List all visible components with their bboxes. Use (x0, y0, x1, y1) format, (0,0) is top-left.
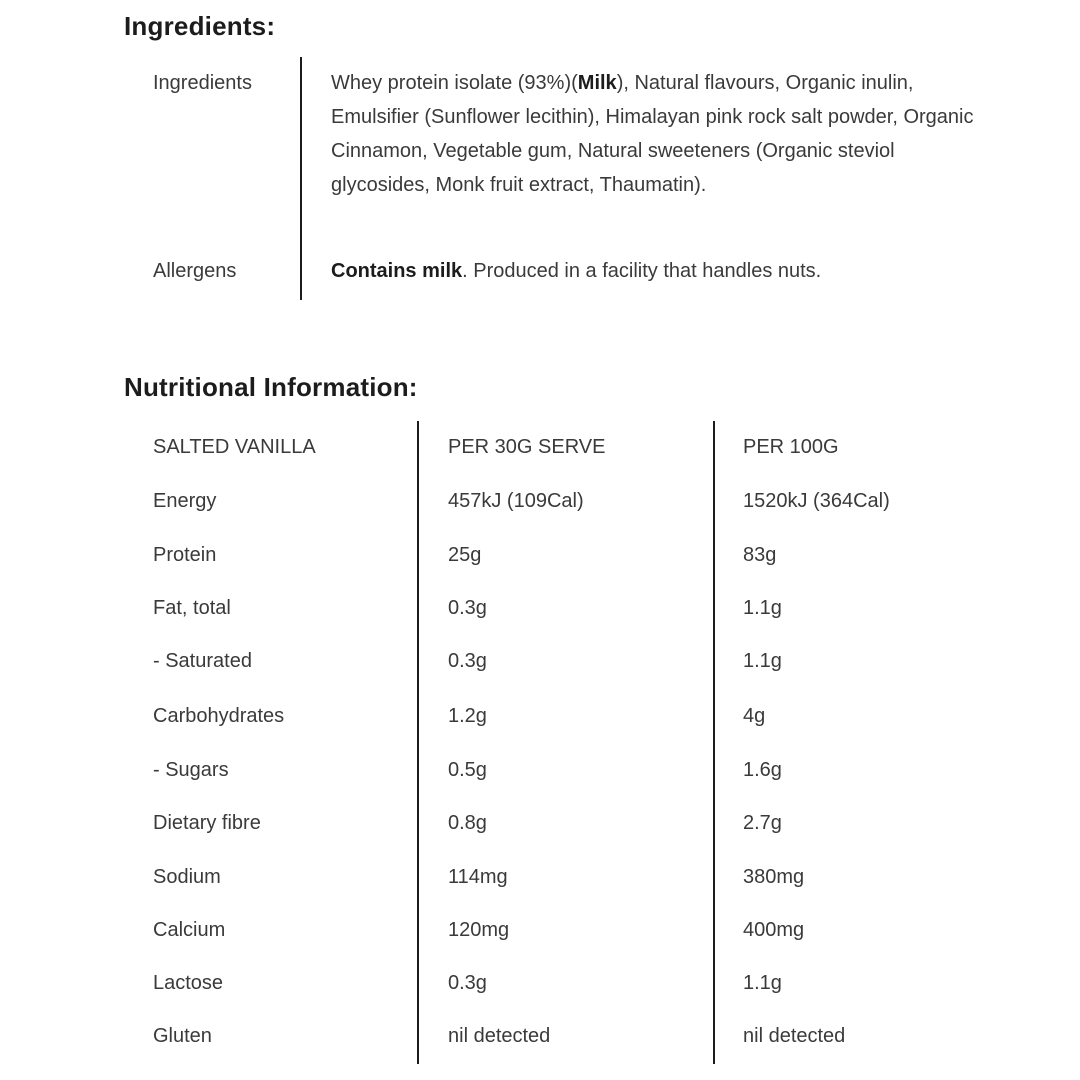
nutrition-row-carbohydrates (0, 701, 1080, 731)
ingredients-label: Ingredients (153, 72, 252, 94)
row-per-serve: 0.8g (448, 812, 487, 834)
nutrition-row-energy (0, 486, 1080, 516)
row-label: - Saturated (153, 650, 252, 672)
row-per-100g: 380mg (743, 866, 805, 888)
row-label: Energy (153, 490, 217, 512)
row-label: Sodium (153, 866, 221, 888)
row-per-100g: 400mg (743, 919, 805, 941)
row-per-serve: 0.3g (448, 597, 487, 619)
row-per-serve: 0.3g (448, 972, 487, 994)
row-per-100g: 1.1g (743, 650, 782, 672)
nutrition-row-sugars (0, 755, 1080, 785)
nutrition-row-saturated (0, 646, 1080, 676)
ingredients-divider (300, 57, 302, 300)
row-label: Dietary fibre (153, 812, 261, 834)
row-label: Protein (153, 544, 217, 566)
header-per-serve: PER 30G SERVE (448, 436, 606, 458)
nutrition-row-dietary-fibre (0, 808, 1080, 838)
row-per-100g: nil detected (743, 1025, 846, 1047)
row-per-100g: 4g (743, 705, 766, 727)
row-per-serve: 457kJ (109Cal) (448, 490, 584, 512)
allergens-statement (331, 254, 981, 288)
row-per-serve: 0.5g (448, 759, 487, 781)
row-per-serve: nil detected (448, 1025, 551, 1047)
nutrition-row-fat-total (0, 593, 1080, 623)
row-per-100g: 1.1g (743, 972, 782, 994)
ingredients-text-part2: ), Natural flavours, Organic inulin, Emulsifier (Sunflower lecithin), Himalayan pink rock salt powder, Organic Cinnamon, Vegetable gum, Natural sweeteners (Organic steviol glycosides, Monk fruit extract, Thaumatin). (331, 72, 974, 196)
nutrition-row-protein (0, 540, 1080, 570)
row-label: - Sugars (153, 759, 229, 781)
row-label: Gluten (153, 1025, 212, 1047)
row-per-100g: 1520kJ (364Cal) (743, 490, 890, 512)
row-label: Carbohydrates (153, 705, 285, 727)
allergens-bold: Contains milk (331, 260, 463, 282)
header-per-100g: PER 100G (743, 436, 839, 458)
allergens-rest: . Produced in a facility that handles nuts. (462, 260, 822, 282)
nutrition-row-calcium (0, 915, 1080, 945)
row-per-serve: 1.2g (448, 705, 487, 727)
row-per-100g: 1.6g (743, 759, 782, 781)
row-per-100g: 1.1g (743, 597, 782, 619)
row-label: Calcium (153, 919, 226, 941)
header-product: SALTED VANILLA (153, 436, 316, 458)
nutrition-row-lactose (0, 968, 1080, 998)
row-per-100g: 83g (743, 544, 777, 566)
nutrition-heading: Nutritional Information: (124, 372, 418, 402)
ingredients-list (331, 66, 981, 202)
row-per-serve: 114mg (448, 866, 508, 888)
ingredients-text-part1: Whey protein isolate (93%)( (331, 72, 578, 94)
row-label: Fat, total (153, 597, 231, 619)
row-per-serve: 0.3g (448, 650, 487, 672)
ingredients-heading: Ingredients: (124, 11, 276, 41)
row-label: Lactose (153, 972, 224, 994)
allergens-label: Allergens (153, 260, 237, 282)
ingredients-text-milk: Milk (577, 72, 617, 94)
row-per-100g: 2.7g (743, 812, 782, 834)
row-per-serve: 25g (448, 544, 482, 566)
nutrition-header-row (0, 432, 1080, 462)
nutrition-row-sodium (0, 862, 1080, 892)
row-per-serve: 120mg (448, 919, 510, 941)
nutrition-row-gluten (0, 1021, 1080, 1051)
